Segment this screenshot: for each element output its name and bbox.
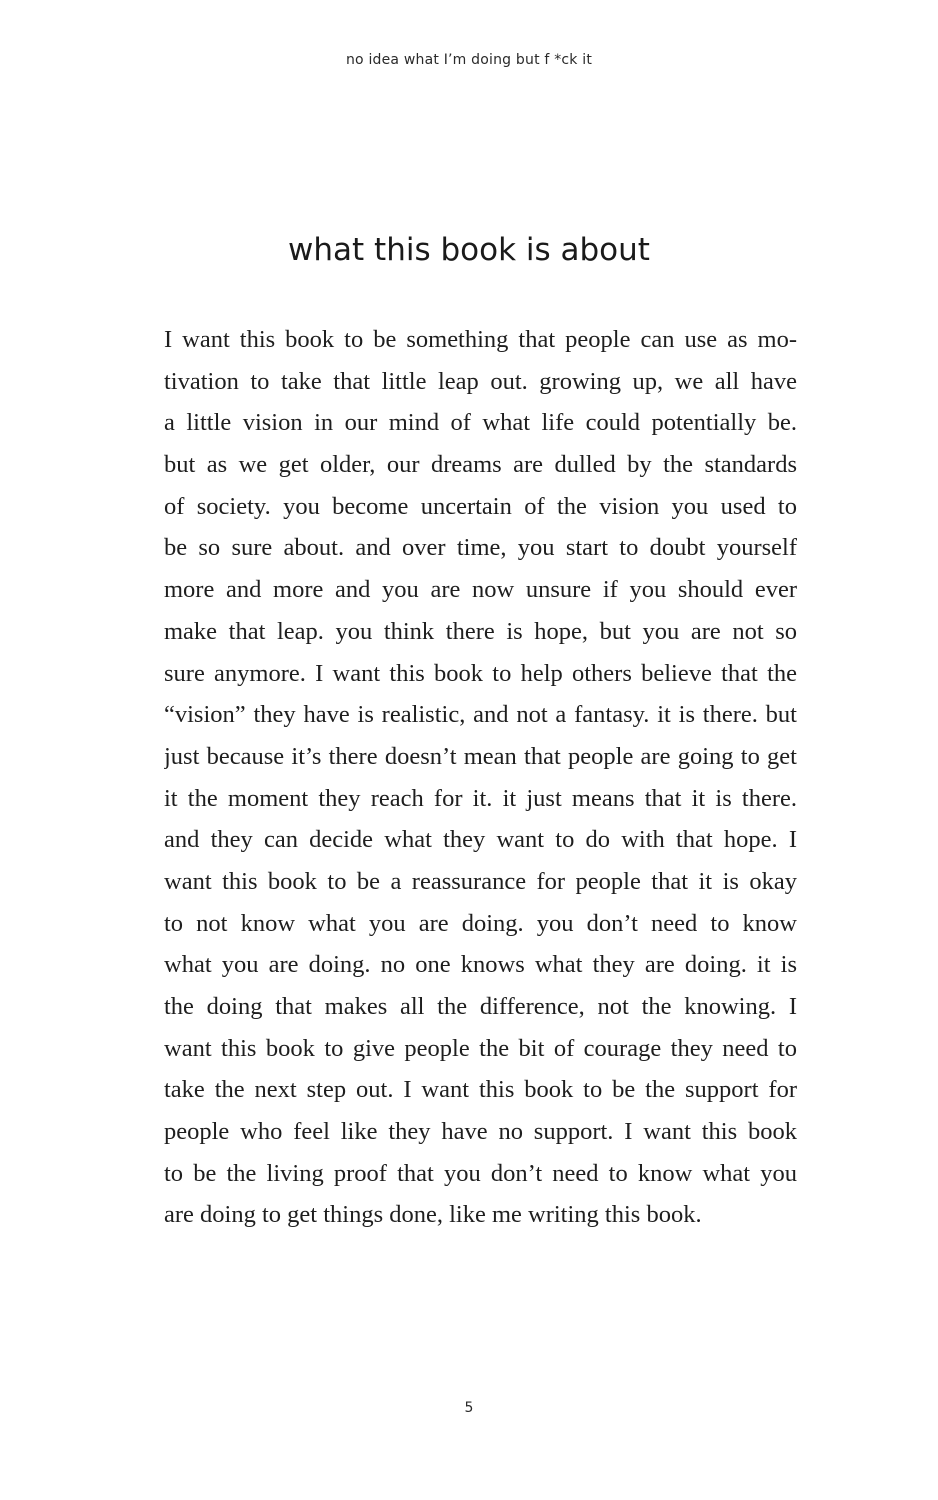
body-line: take the next step out. I want this book to be the support for	[164, 1076, 797, 1104]
body-line: people who feel like they have no support. I want this book	[164, 1118, 797, 1146]
body-line: and they can decide what they want to do with that hope. I	[164, 826, 797, 854]
body-line: want this book to be a reassurance for people that it is okay	[164, 867, 797, 895]
body-line: sure anymore. I want this book to help others believe that the	[164, 659, 797, 687]
body-line: it the moment they reach for it. it just means that it is there.	[164, 784, 797, 812]
body-line: to not know what you are doing. you don’t need to know	[164, 909, 797, 937]
body-line: the doing that makes all the difference, not the knowing. I	[164, 993, 797, 1020]
body-line: but as we get older, our dreams are dulled by the standards	[164, 451, 797, 479]
body-line: just because it’s there doesn’t mean that people are going to get	[164, 742, 797, 770]
body-line: be so sure about. and over time, you start to doubt yourself	[164, 534, 797, 562]
body-line: what you are doing. no one knows what they are doing. it is	[164, 951, 797, 979]
body-line: “vision” they have is realistic, and not a fantasy. it is there. but	[164, 701, 797, 729]
body-line: to be the living proof that you don’t need to know what you	[164, 1159, 797, 1187]
body-line: a little vision in our mind of what life could potentially be.	[164, 409, 797, 437]
running-header: no idea what I’m doing but f *ck it	[345, 52, 593, 68]
chapter-title: what this book is about	[288, 232, 650, 268]
body-line: make that leap. you think there is hope, but you are not so	[164, 617, 797, 645]
body-line: want this book to give people the bit of courage they need to	[164, 1034, 797, 1062]
body-line: I want this book to be something that people can use as mo-	[164, 326, 797, 353]
body-line: of society. you become uncertain of the vision you used to	[164, 492, 797, 520]
body-line: tivation to take that little leap out. growing up, we all have	[164, 367, 797, 395]
body-text	[164, 319, 797, 1236]
body-line: more and more and you are now unsure if you should ever	[164, 576, 797, 604]
page-number: 5	[464, 1400, 474, 1416]
body-line: are doing to get things done, like me writing this book.	[164, 1201, 702, 1229]
